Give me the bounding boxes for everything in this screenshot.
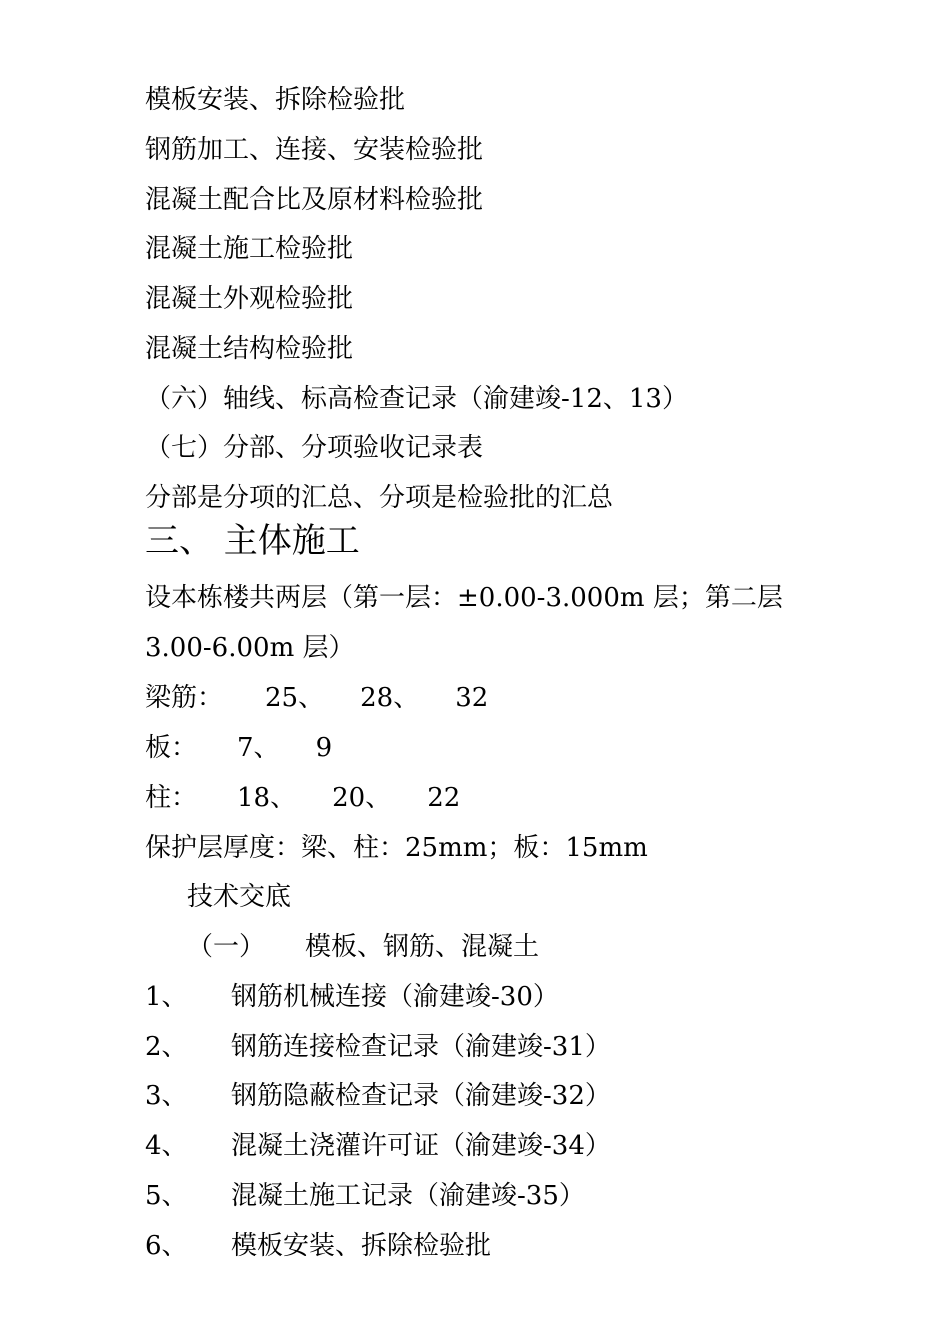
slab-rebar-line [145,732,332,764]
column-size-3: 22 [427,783,461,813]
sub-section-line [187,931,539,963]
text-line: 分部是分项的汇总、分项是检验批的汇总 [145,483,614,513]
list-item-text: 混凝土浇灌许可证（渝建竣-34） [231,1131,611,1161]
sub-section-text: 模板、钢筋、混凝土 [305,932,540,962]
list-item [145,1080,611,1112]
list-item-text: 混凝土施工记录（渝建竣-35） [231,1181,585,1211]
column-rebar-line [145,782,460,814]
slab-label: 板： [145,733,198,763]
floors-line-2: 3.00-6.00m 层） [145,633,355,663]
beam-size-2: 28、 [360,683,420,713]
text-line: （七）分部、分项验收记录表 [145,433,484,463]
text-line: 混凝土施工检验批 [145,234,354,264]
list-item [145,981,559,1013]
text-line: （六）轴线、标高检查记录（渝建竣-12、13） [145,384,688,414]
list-item-number: 5、 [145,1181,188,1211]
list-item-number: 6、 [145,1231,188,1261]
sub-section-number: （一） [187,932,266,962]
list-item-text: 钢筋机械连接（渝建竣-30） [231,982,559,1012]
section-heading: 三、 主体施工 [145,521,360,561]
list-item-text: 模板安装、拆除检验批 [231,1231,492,1261]
text-line: 混凝土结构检验批 [145,334,354,364]
list-item-number: 1、 [145,982,188,1012]
cover-thickness-line: 保护层厚度：梁、柱：25mm；板：15mm [145,833,648,863]
list-item-number: 2、 [145,1032,188,1062]
tech-briefing-line: 技术交底 [187,882,292,912]
list-item-number: 3、 [145,1081,188,1111]
slab-size-2: 9 [315,733,333,763]
list-item-number: 4、 [145,1131,188,1161]
text-line: 模板安装、拆除检验批 [145,85,406,115]
beam-label: 梁筋： [145,683,224,713]
slab-size-1: 7、 [237,733,280,763]
list-item-text: 钢筋隐蔽检查记录（渝建竣-32） [231,1081,611,1111]
list-item-text: 钢筋连接检查记录（渝建竣-31） [231,1032,611,1062]
text-line: 钢筋加工、连接、安装检验批 [145,135,484,165]
column-label: 柱： [145,783,198,813]
list-item [145,1031,611,1063]
list-item [145,1180,585,1212]
column-size-2: 20、 [332,783,392,813]
column-size-1: 18、 [237,783,297,813]
list-item [145,1130,611,1162]
list-item [145,1230,491,1262]
beam-rebar-line [145,682,488,714]
beam-size-3: 32 [455,683,489,713]
floors-line-1: 设本栋楼共两层（第一层：±0.00-3.000m 层；第二层 [145,583,783,613]
text-line: 混凝土配合比及原材料检验批 [145,185,484,215]
text-line: 混凝土外观检验批 [145,284,354,314]
beam-size-1: 25、 [265,683,325,713]
